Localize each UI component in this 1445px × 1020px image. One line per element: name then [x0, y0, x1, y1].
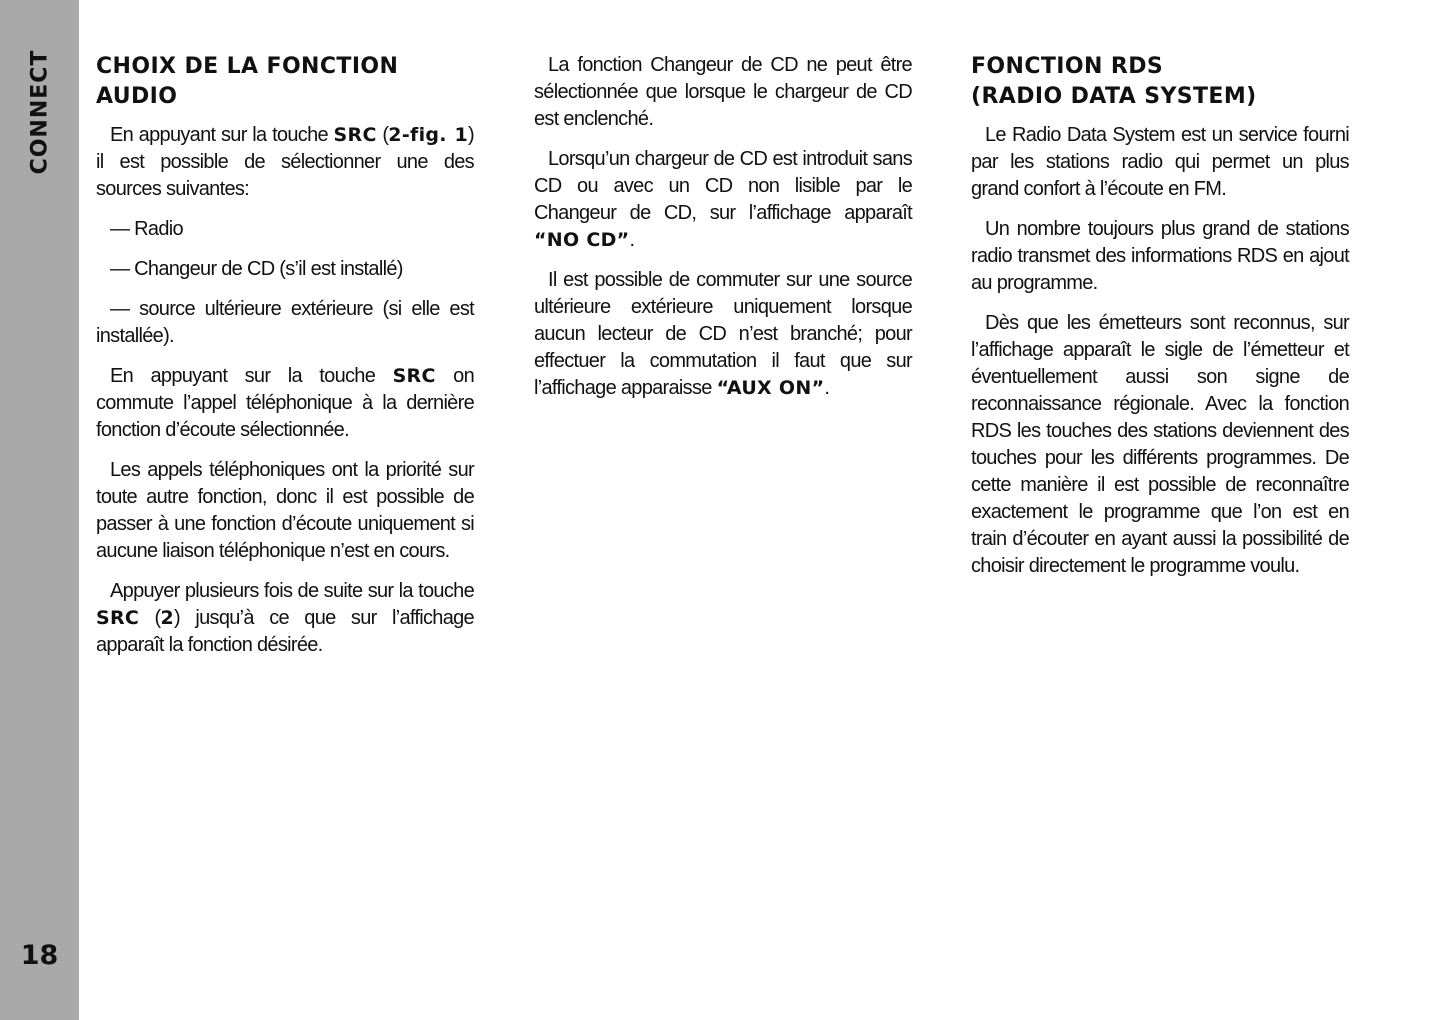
- heading-audio-function: CHOIX DE LA FONCTION AUDIO: [96, 54, 399, 109]
- text-segment: Lorsqu’un chargeur de CD est introduit sans CD ou avec un CD non lisible par le Changeur de CD, sur l’affichage apparaît: [534, 148, 912, 224]
- key-src: SRC: [333, 124, 377, 146]
- paragraph-no-cd: [534, 146, 912, 254]
- column-rds-function: [971, 52, 1349, 593]
- heading-rds-function: [971, 52, 1349, 112]
- text-segment: (: [139, 607, 161, 629]
- text-segment: En appuyant sur la touche: [110, 365, 393, 387]
- column-cd-changer: [534, 52, 912, 415]
- text-segment: En appuyant sur la touche: [110, 124, 334, 146]
- heading-line: (RADIO DATA SYSTEM): [971, 84, 1257, 109]
- heading-line: FONCTION RDS: [971, 54, 1164, 79]
- page-number: 18: [20, 940, 59, 971]
- paragraph-src-phone: [96, 363, 474, 444]
- paragraph-rds-recognition: Dès que les émetteurs sont reconnus, sur l’affichage apparaît le sigle de l’émetteur et éventuellement aussi son signe de reconnaissance régionale. Avec la fonction RDS les touches des stations deviennent des touches pour les différents programmes. De cette manière il est possible de reconnaître exactement le programme que l’on est en train d’écouter en ayant aussi la possibilité de choisir directement le programme voulu.: [971, 312, 1349, 577]
- paragraph-phone-priority: Les appels téléphoniques ont la priorité sur toute autre fonction, donc il est possible de passer à une fonction d’écoute uniquement si aucune liaison téléphonique n’est en cours.: [96, 459, 474, 562]
- paragraph-cd-changer-select: La fonction Changeur de CD ne peut être sélectionnée que lorsque le chargeur de CD est enclenché.: [534, 54, 912, 130]
- list-item-cd-changer: — Changeur de CD (s’il est installé): [110, 258, 403, 280]
- display-message-no-cd: “NO CD”: [534, 229, 630, 251]
- section-label: CONNECT: [27, 49, 53, 175]
- paragraph-rds-intro: Le Radio Data System est un service fourni par les stations radio qui permet un plus grand confort à l’écoute en FM.: [971, 124, 1349, 200]
- figure-reference: 2: [160, 607, 175, 629]
- key-src: SRC: [392, 365, 436, 387]
- paragraph-aux-on: [534, 267, 912, 402]
- list-item-external-source: — source ultérieure extérieure (si elle est installée).: [96, 298, 474, 347]
- key-src: SRC: [96, 607, 140, 629]
- paragraph-src-repeat: [96, 578, 474, 659]
- section-sidebar: [0, 0, 79, 1020]
- column-audio-function: [96, 52, 474, 672]
- text-segment: Il est possible de commuter sur une source ultérieure extérieure uniquement lorsque aucun lecteur de CD n’est branché; pour effectuer la commutation il faut que sur l’affichage apparaisse: [534, 269, 912, 399]
- text-segment: (: [376, 124, 389, 146]
- text-segment: .: [824, 377, 830, 399]
- text-segment: ) jusqu’à ce que sur l’affichage apparaît la fonction désirée.: [96, 607, 474, 656]
- figure-reference: 2-fig. 1: [388, 124, 468, 146]
- text-segment: .: [629, 229, 635, 251]
- paragraph-src-sources: [96, 122, 474, 203]
- text-segment: ) il est possible de sélectionner une des sources suivantes:: [96, 124, 474, 200]
- paragraph-rds-stations: Un nombre toujours plus grand de stations radio transmet des informations RDS en ajout au programme.: [971, 218, 1349, 294]
- text-segment: on commute l’appel téléphonique à la dernière fonction d’écoute sélectionnée.: [96, 365, 474, 441]
- list-item-radio: — Radio: [110, 218, 183, 240]
- display-message-aux-on: “AUX ON”: [716, 377, 825, 399]
- text-segment: Appuyer plusieurs fois de suite sur la touche: [110, 580, 474, 602]
